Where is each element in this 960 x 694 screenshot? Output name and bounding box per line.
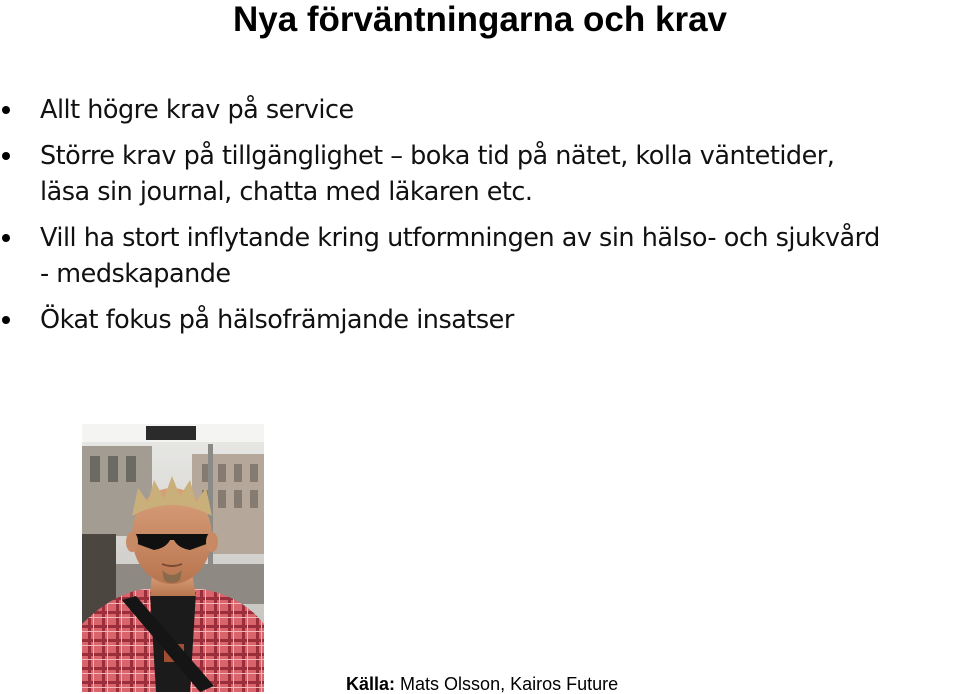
bullet-item (0, 92, 960, 128)
source-caption (346, 674, 618, 694)
bullet-dot-icon (2, 106, 10, 114)
bullet-text-continuation: - medskapande (40, 259, 231, 289)
source-label: Källa: (346, 674, 396, 694)
bullet-list (0, 92, 960, 348)
bullet-dot-icon (2, 316, 10, 324)
bullet-text-continuation: läsa sin journal, chatta med läkaren etc. (40, 177, 533, 207)
bullet-dot-icon (2, 152, 10, 160)
bullet-text: Allt högre krav på service (40, 95, 354, 125)
bullet-item (0, 302, 960, 338)
bullet-item (0, 138, 960, 210)
person-photo (82, 424, 264, 692)
bullet-item (0, 220, 960, 292)
bullet-text: Vill ha stort inflytande kring utformningen av sin hälso- och sjukvård (40, 223, 880, 253)
person-photo-illustration (82, 424, 264, 692)
slide-title: Nya förväntningarna och krav (232, 0, 728, 39)
source-text: Mats Olsson, Kairos Future (400, 674, 619, 694)
bullet-text: Ökat fokus på hälsofrämjande insatser (40, 305, 514, 335)
bullet-text: Större krav på tillgänglighet – boka tid på nätet, kolla väntetider, (40, 141, 835, 171)
bullet-dot-icon (2, 234, 10, 242)
